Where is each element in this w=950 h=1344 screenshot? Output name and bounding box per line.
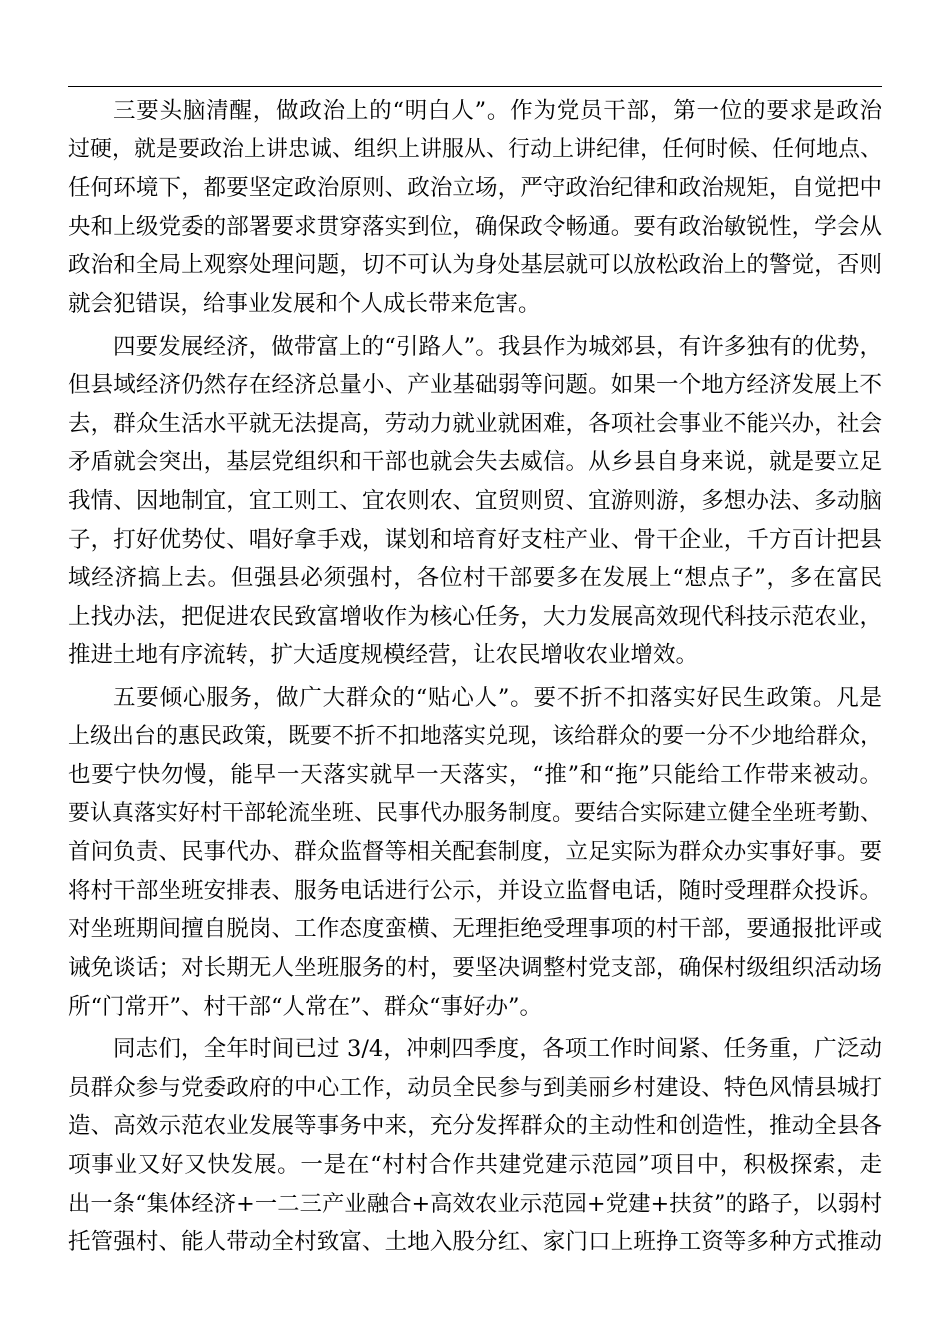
text-line: 我情、因地制宜，宜工则工、宜农则农、宜贸则贸、宜游则游，多想办法、多动脑 — [68, 487, 882, 514]
paragraph-political — [68, 92, 882, 324]
text-line: 造、高效示范农业发展等事务中来，充分发挥群众的主动性和创造性，推动全县各 — [68, 1113, 882, 1140]
paragraph-comrades — [68, 1030, 882, 1262]
text-line: 过硬，就是要政治上讲忠诚、组织上讲服从、行动上讲纪律，任何时候、任何地点、 — [68, 136, 882, 162]
text-line: 所“门常开”、村干部“人常在”、群众“事好办”。 — [68, 993, 543, 1020]
text-line: 上找办法，把促进农民致富增收作为核心任务，大力发展高效现代科技示范农业， — [68, 603, 882, 630]
header-rule — [68, 86, 882, 87]
text-line: 同志们，全年时间已过 3/4，冲刺四季度，各项工作时间紧、任务重，广泛动 — [113, 1036, 882, 1063]
text-line: 托管强村、能人带动全村致富、土地入股分红、家门口上班挣工资等多种方式推动 — [68, 1229, 882, 1256]
text-line: 员群众参与党委政府的中心工作，动员全民参与到美丽乡村建设、特色风情县城打 — [68, 1074, 882, 1101]
text-line: 要认真落实好村干部轮流坐班、民事代办服务制度。要结合实际建立健全坐班考勤、 — [68, 800, 882, 826]
text-line: 子，打好优势仗、唱好拿手戏，谋划和培育好支柱产业、骨干企业，千方百计把县 — [68, 526, 882, 553]
text-line: 去，群众生活水平就无法提高，劳动力就业就困难，各项社会事业不能兴办，社会 — [68, 410, 882, 437]
text-line: 域经济搞上去。但强县必须强村，各位村干部要多在发展上“想点子”，多在富民 — [68, 565, 882, 592]
text-line: 央和上级党委的部署要求贯穿落实到位，确保政令畅通。要有政治敏锐性，学会从 — [68, 213, 882, 240]
text-line: 诫免谈话；对长期无人坐班服务的村，要坚决调整村党支部，确保村级组织活动场 — [68, 955, 882, 982]
text-line: 任何环境下，都要坚定政治原则、政治立场，严守政治纪律和政治规矩，自觉把中 — [68, 175, 882, 202]
text-line: 政治和全局上观察处理问题，切不可认为身处基层就可以放松政治上的警觉，否则 — [68, 252, 882, 279]
document-body — [68, 92, 882, 1266]
text-line: 矛盾就会突出，基层党组织和干部也就会失去威信。从乡县自身来说，就是要立足 — [68, 449, 882, 476]
text-line: 将村干部坐班安排表、服务电话进行公示，并设立监督电话，随时受理群众投诉。 — [68, 877, 882, 904]
text-line: 对坐班期间擅自脱岗、工作态度蛮横、无理拒绝受理事项的村干部，要通报批评或 — [68, 916, 882, 943]
text-line: 但县域经济仍然存在经济总量小、产业基础弱等问题。如果一个地方经济发展上不 — [68, 372, 882, 399]
text-line: 出一条“集体经济+一二三产业融合+高效农业示范园+党建+扶贫”的路子，以弱村 — [68, 1190, 882, 1217]
paragraph-service — [68, 679, 882, 1026]
paragraph-economy — [68, 328, 882, 675]
text-line: 上级出台的惠民政策，既要不折不扣地落实兑现，该给群众的要一分不少地给群众， — [68, 723, 882, 749]
text-line: 也要宁快勿慢，能早一天落实就早一天落实，“推”和“拖”只能给工作带来被动。 — [68, 762, 882, 789]
text-line: 四要发展经济，做带富上的“引路人”。我县作为城郊县，有许多独有的优势， — [113, 333, 882, 360]
text-line: 首问负责、民事代办、群众监督等相关配套制度，立足实际为群众办实事好事。要 — [68, 839, 882, 866]
text-line: 推进土地有序流转，扩大适度规模经营，让农民增收农业增效。 — [68, 642, 699, 669]
text-line: 三要头脑清醒，做政治上的“明白人”。作为党员干部，第一位的要求是政治 — [113, 98, 882, 124]
text-line: 五要倾心服务，做广大群众的“贴心人”。要不折不扣落实好民生政策。凡是 — [113, 684, 882, 711]
text-line: 就会犯错误，给事业发展和个人成长带来危害。 — [68, 290, 541, 317]
text-line: 项事业又好又快发展。一是在“村村合作共建党建示范园”项目中，积极探索，走 — [68, 1152, 882, 1179]
